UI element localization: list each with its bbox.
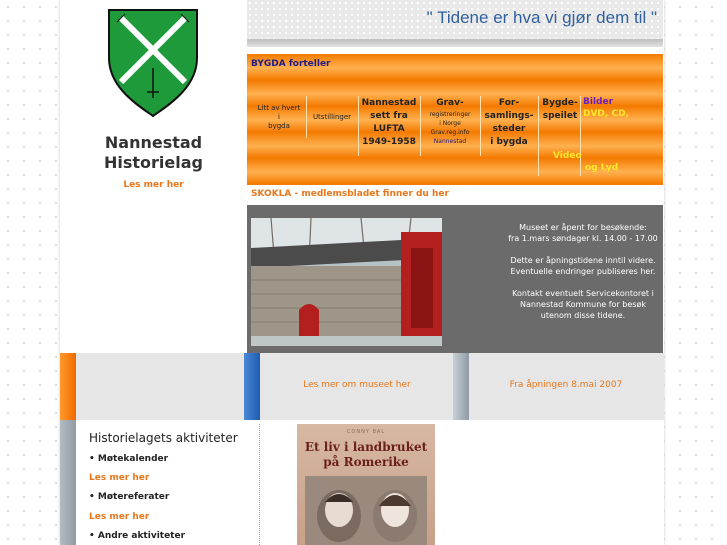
menu-item-line: samlings- — [484, 111, 534, 121]
menu-item-line: sett fra — [370, 111, 408, 121]
menu-link-bilder[interactable]: Bilder — [583, 97, 614, 107]
menu-separator — [580, 96, 581, 176]
skokla-link[interactable]: SKOKLA - medlemsbladet finner du her — [251, 189, 449, 199]
quote-text: " Tidene er hva vi gjør dem til " — [426, 8, 657, 27]
activity-motereferater-read-more[interactable]: Les mer her — [89, 512, 150, 522]
menu-item-litt-av-hvert[interactable] — [251, 104, 307, 131]
menu-item-gravregistreringer[interactable] — [420, 97, 480, 146]
menu-item-line: Grav.reg.info — [430, 129, 470, 136]
menu-item-line: registreringer — [429, 111, 471, 118]
menu-item-nannestad-lufta[interactable] — [358, 97, 420, 149]
menu-item-utstillinger[interactable] — [306, 113, 358, 122]
coat-of-arms-logo — [107, 8, 199, 118]
museum-line: Kontakt eventuelt Servicekontoret i — [512, 289, 654, 298]
museum-line: Museet er åpent for besøkende: — [519, 223, 647, 232]
org-name: Nannestad Historielag — [104, 133, 203, 172]
menu-item-line: speilet — [542, 111, 578, 121]
museum-spacer — [495, 277, 671, 288]
quote-banner-shadow — [247, 39, 663, 47]
menu-item-line: bygda — [268, 122, 290, 130]
menu-link-video[interactable]: Video — [553, 151, 582, 161]
museum-line: fra 1.mars søndager kl. 14.00 - 17.00 — [508, 234, 658, 243]
activity-andre-aktiviteter[interactable]: • Andre aktiviteter — [89, 531, 186, 541]
menu-item-line: Grav- — [436, 98, 464, 108]
menu-item-line: Bygde- — [542, 98, 578, 108]
grey-accent-strip — [453, 353, 469, 420]
book-title: Et liv i landbruket på Romerike — [304, 440, 428, 469]
menu-link-lyd[interactable]: og Lyd — [585, 163, 619, 173]
museum-building-photo — [251, 218, 442, 346]
menu-item-line: Nannestad — [433, 138, 467, 145]
grey-accent-strip-lower — [60, 420, 76, 545]
menu-item-forsamlingssteder[interactable] — [480, 97, 538, 149]
menu-item-line: i Norge — [439, 120, 461, 127]
menu-item-bygdespeilet[interactable] — [538, 97, 582, 123]
activity-motekalender-read-more[interactable]: Les mer her — [89, 473, 150, 483]
museum-line: Nannestad Kommune for besøk — [520, 300, 646, 309]
museum-opening-text — [495, 222, 671, 321]
menu-link-dvd-cd[interactable]: DVD, CD, — [583, 109, 629, 119]
activities-title: Historielagets aktiviteter — [89, 431, 238, 445]
museum-line — [495, 244, 671, 255]
menu-item-line: steder — [492, 124, 526, 134]
menu-item-line: Litt av hvert — [257, 104, 301, 112]
museum-read-more-link[interactable]: Les mer om museet her — [303, 380, 411, 390]
activity-motekalender[interactable]: • Møtekalender — [89, 454, 169, 464]
menu-item-line: i — [278, 113, 280, 121]
opening-date-link[interactable]: Fra åpningen 8.mai 2007 — [509, 380, 623, 390]
menu-item-line: 1949-1958 — [362, 137, 416, 147]
menu-item-line: i bygda — [490, 137, 528, 147]
org-read-more-link[interactable]: Les mer her — [123, 180, 184, 190]
menu-item-line: Utstillinger — [312, 113, 352, 121]
menu-item-line: For- — [498, 98, 520, 108]
menu-item-line: LUFTA — [373, 124, 405, 134]
activities-divider — [259, 424, 260, 545]
menu-link-bygda-forteller[interactable]: BYGDA forteller — [251, 59, 331, 69]
blue-accent-strip — [244, 353, 260, 420]
book-author: CONNY BAL — [346, 429, 386, 435]
orange-accent-strip — [60, 353, 76, 420]
museum-line: utenom disse tidene. — [540, 311, 626, 320]
activity-motereferater[interactable]: • Møtereferater — [89, 492, 170, 502]
museum-line: Dette er åpningstidene inntil videre. — [510, 256, 656, 265]
menu-item-line: Nannestad — [361, 98, 417, 108]
museum-line: Eventuelle endringer publiseres her. — [510, 267, 656, 276]
